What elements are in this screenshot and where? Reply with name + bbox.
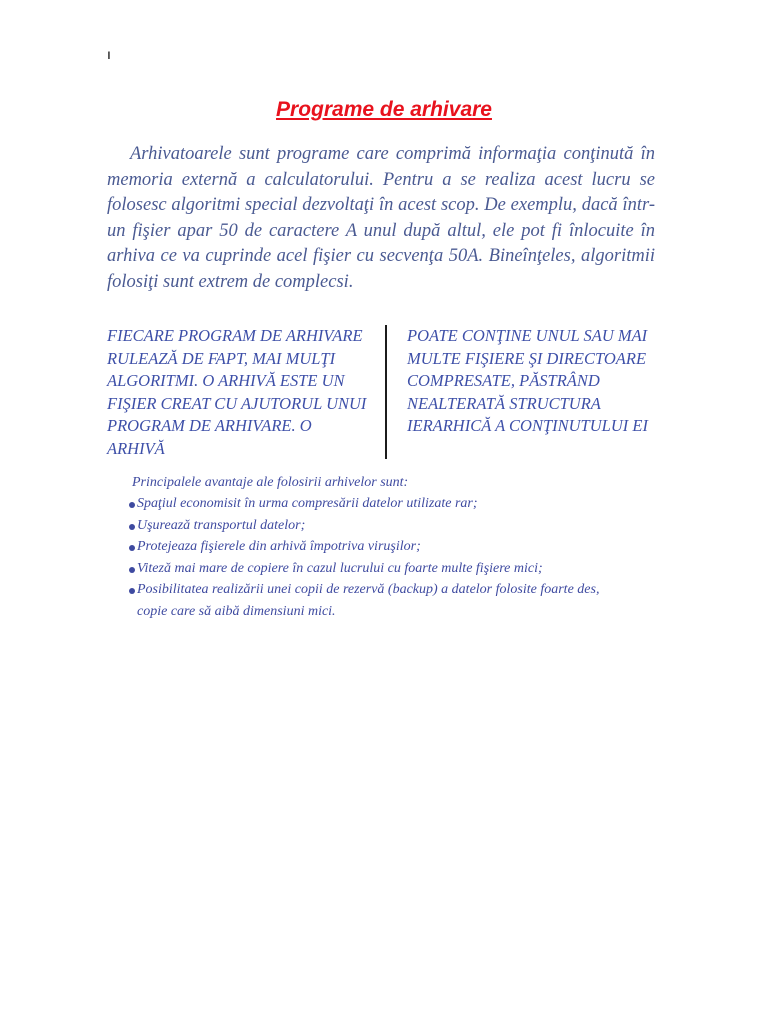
bullet-icon <box>129 588 135 594</box>
list-item-text: Posibilitatea realizării unei copii de rezervă (backup) a datelor folosite foarte des, copie care să aibă dimensiuni mici. <box>137 582 600 619</box>
column-separator <box>385 325 387 459</box>
bullet-icon <box>129 524 135 530</box>
advantages-intro: Principalele avantaje ale folosirii arhivelor sunt: <box>132 475 409 490</box>
column-right-text: POATE CONŢINE UNUL SAU MAI MULTE FIŞIERE ŞI DIRECTOARE COMPRESATE, PĂSTRÂND NEALTERATĂ STRUCTURA IERARHICĂ A CONŢINUTULUI EI <box>407 326 648 435</box>
intro-paragraph: Arhivatoarele sunt programe care comprimă informaţia conţinută în memoria externă a calculatorului. Pentru a se realiza acest lucru se folosesc algoritmi special dezvoltaţi în acest scop. De exemplu, dacă într-un fişier apar 50 de caractere A unul după altul, ele pot fi înlocuite în arhiva ce va cuprinde acel fişier cu secvenţa 50A. Bineînţeles, algoritmii folosiţi sunt extrem de complecsi. <box>107 144 655 292</box>
list-item <box>107 558 627 580</box>
page-title: Programe de arhivare <box>276 98 492 121</box>
advantages-list <box>107 493 627 622</box>
two-column-section <box>107 325 655 461</box>
bullet-icon <box>129 567 135 573</box>
bullet-icon <box>129 502 135 508</box>
list-item-text: Protejeaza fişierele din arhivă împotriva viruşilor; <box>137 539 421 554</box>
list-item-text: Viteză mai mare de copiere în cazul lucrului cu foarte multe fişiere mici; <box>137 560 543 576</box>
list-item <box>107 493 627 515</box>
list-item <box>107 579 627 622</box>
list-item <box>107 536 627 558</box>
list-item-text: Spaţiul economisit în urma compresării datelor utilizate rar; <box>137 496 478 511</box>
bullet-icon <box>129 545 135 551</box>
header-mark: ı <box>107 46 111 62</box>
list-item-text: Uşurează transportul datelor; <box>137 517 306 533</box>
column-left-text: FIECARE PROGRAM DE ARHIVARE RULEAZĂ DE FAPT, MAI MULŢI ALGORITMI. O ARHIVĂ ESTE UN FIŞIER CREAT CU AJUTORUL UNUI PROGRAM DE ARHIVARE. O ARHIVĂ <box>107 326 367 458</box>
list-item <box>107 515 627 537</box>
